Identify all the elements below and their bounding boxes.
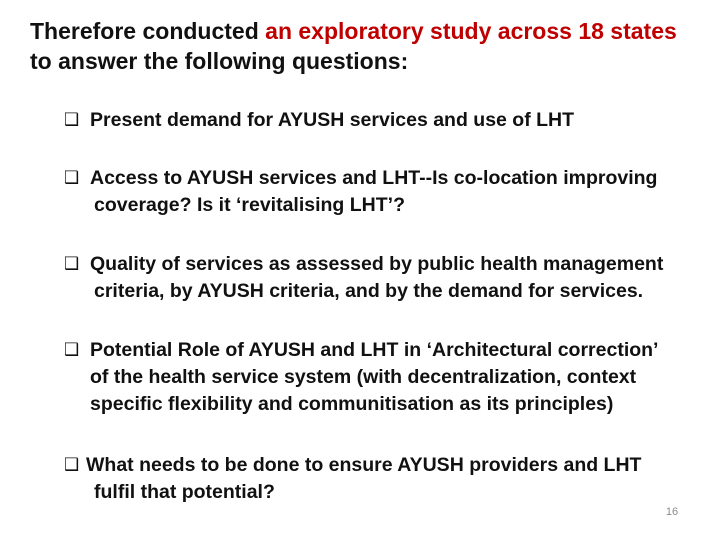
page-number: 16	[665, 506, 679, 518]
bullet-line: criteria, by AYUSH criteria, and by the demand for services.	[94, 280, 644, 302]
checkbox-bullet-icon: ❑	[64, 110, 80, 129]
bullet-item	[64, 337, 704, 418]
title-part1: Therefore conducted	[30, 18, 266, 44]
title-accent: an exploratory study across 18 states	[265, 18, 677, 44]
bullet-line: Quality of services as assessed by public health management	[90, 253, 664, 275]
bullet-item	[64, 107, 704, 134]
bullet-line: coverage? Is it ‘revitalising LHT’?	[94, 194, 406, 216]
checkbox-bullet-icon: ❑	[64, 455, 80, 474]
checkbox-bullet-icon: ❑	[64, 254, 80, 273]
checkbox-bullet-icon: ❑	[64, 168, 80, 187]
title-part2: to answer the following questions:	[30, 48, 409, 74]
bullet-line: of the health service system (with decentralization, context	[90, 366, 637, 388]
bullet-line: specific flexibility and communitisation as its principles)	[90, 393, 614, 415]
bullet-line: What needs to be done to ensure AYUSH providers and LHT	[86, 454, 642, 476]
bullet-line: Present demand for AYUSH services and use of LHT	[90, 109, 575, 131]
slide-title	[30, 16, 690, 76]
checkbox-bullet-icon: ❑	[64, 340, 80, 359]
bullet-line: Access to AYUSH services and LHT--Is co-location improving	[90, 167, 658, 189]
bullet-line: Potential Role of AYUSH and LHT in ‘Architectural correction’	[90, 339, 659, 361]
bullet-item	[64, 251, 704, 305]
bullet-line: fulfil that potential?	[94, 481, 275, 503]
bullet-item	[64, 452, 704, 506]
bullet-item	[64, 165, 704, 219]
